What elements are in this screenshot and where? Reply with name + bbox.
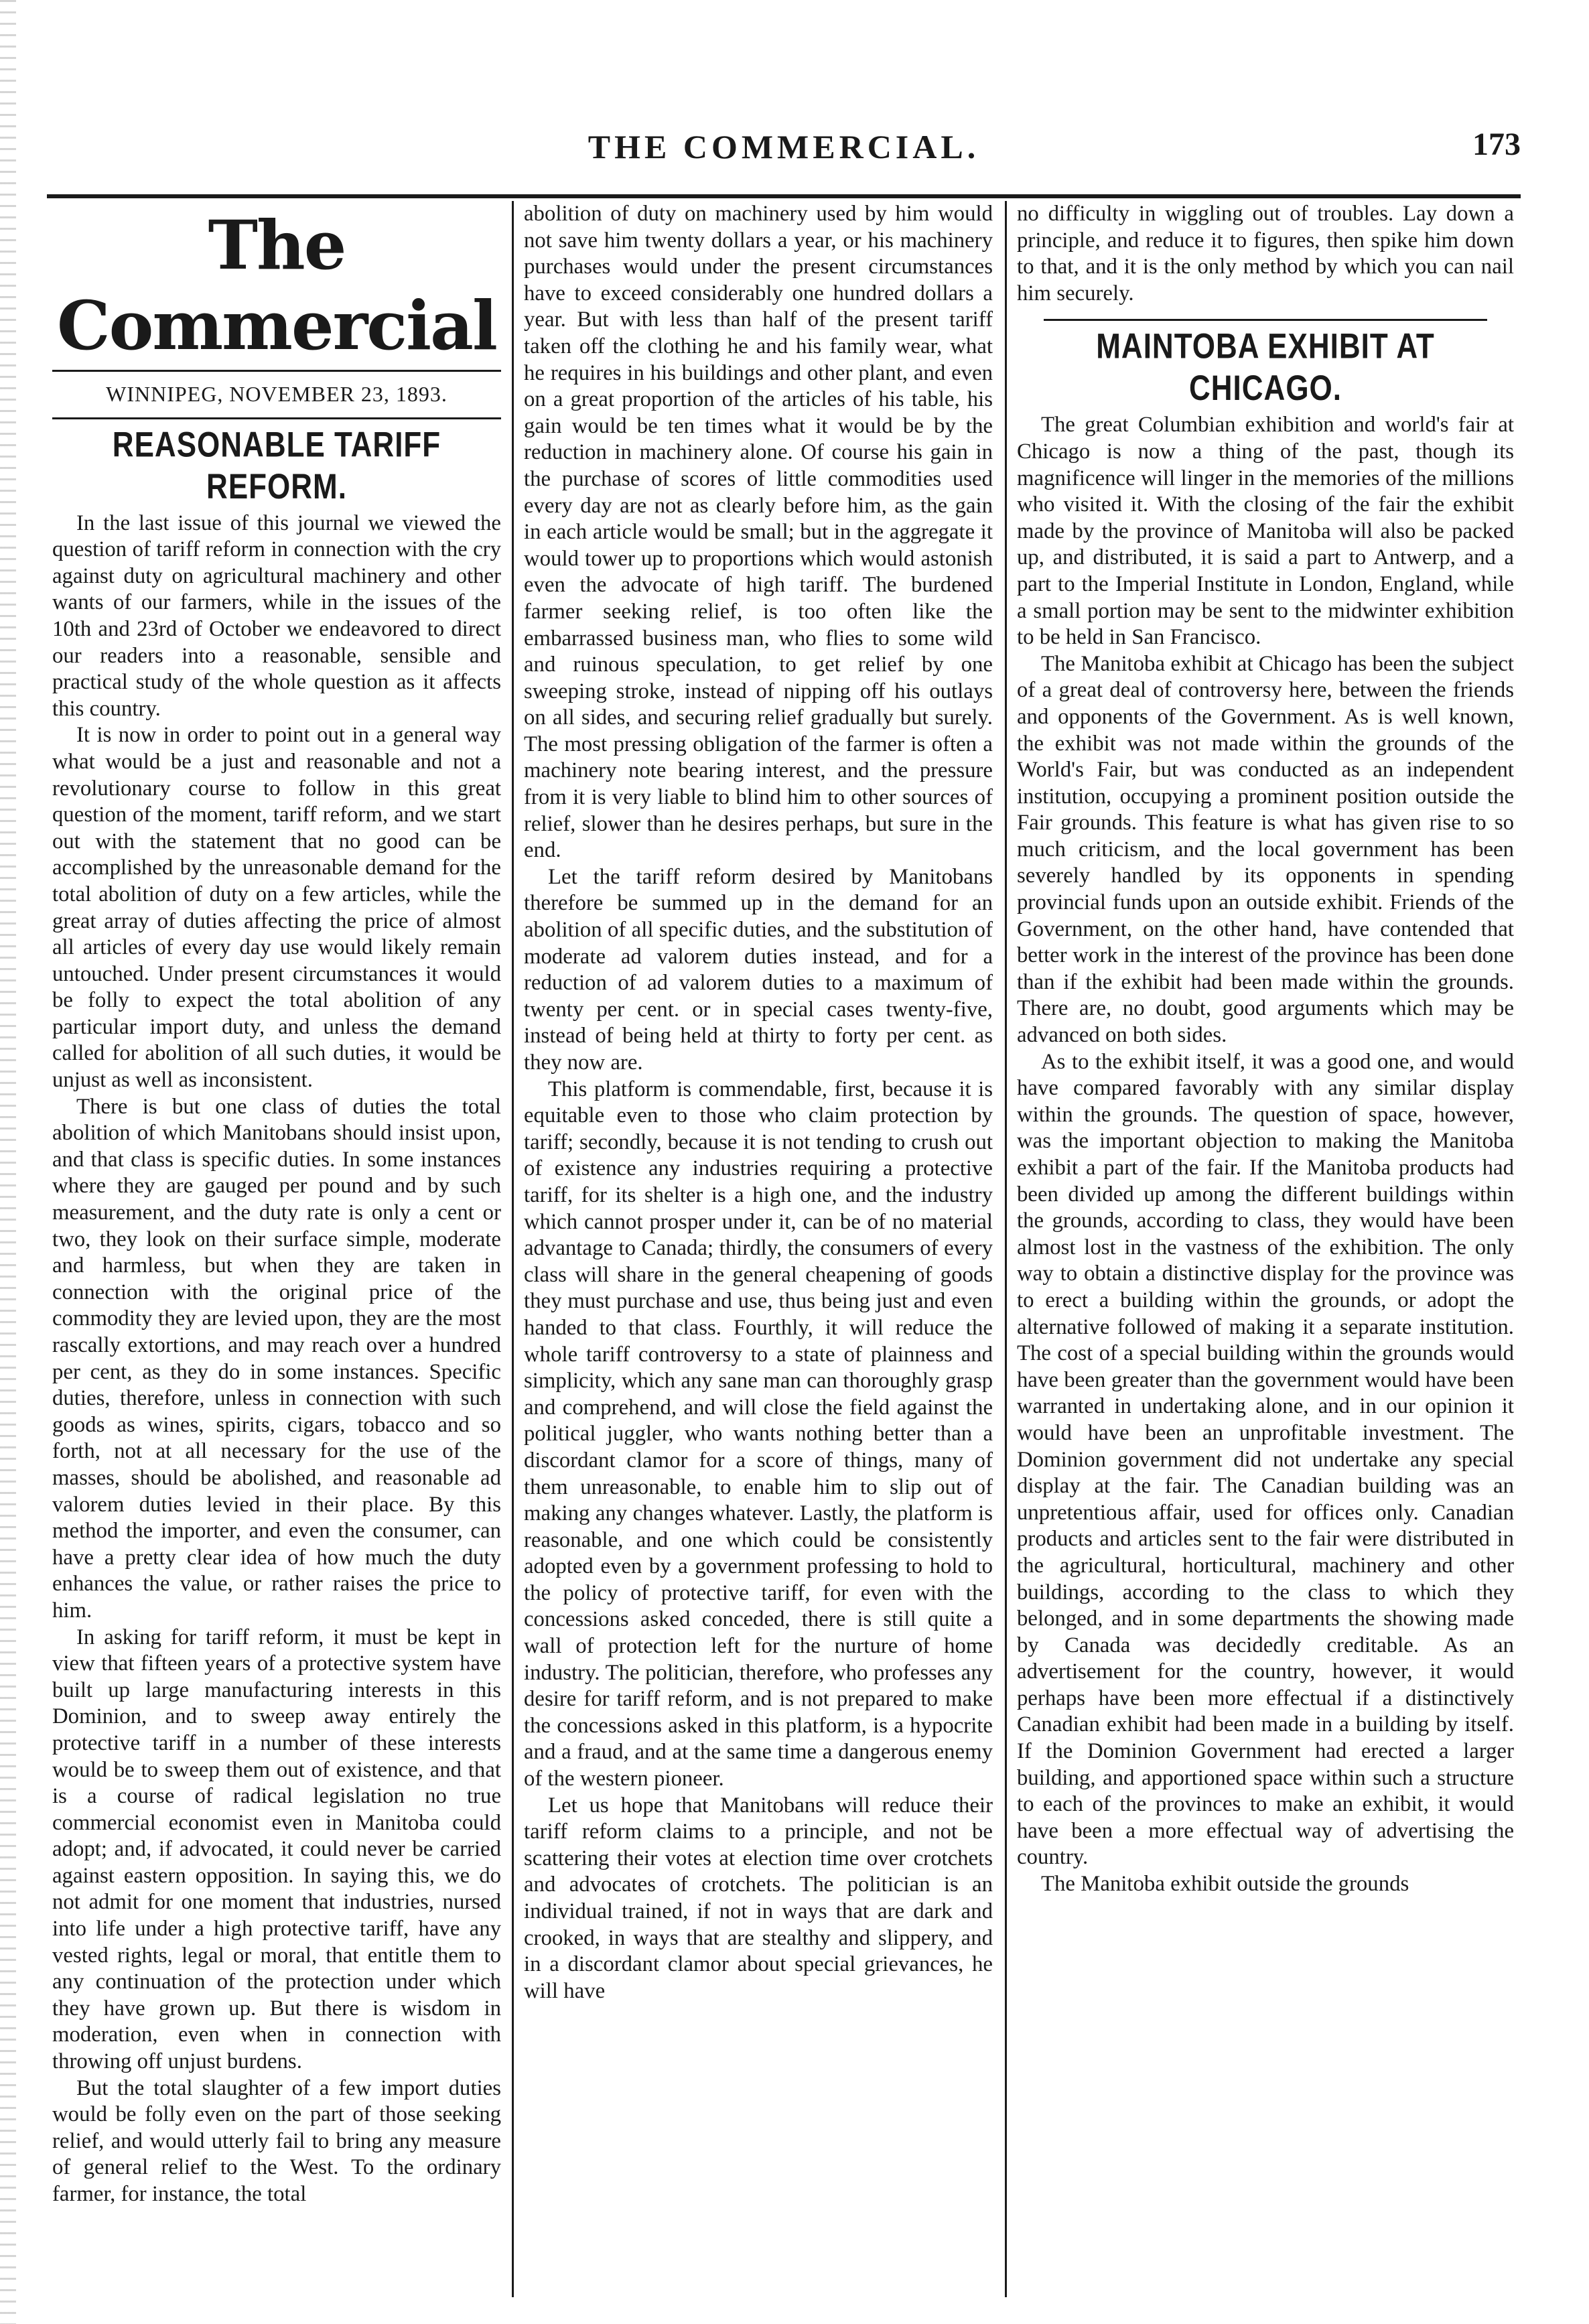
paragraph: no difficulty in wiggling out of troubles. Lay down a principle, and reduce it to figures, then spike him down to that, and it is the only method by which you can nail him securely. [1017,202,1514,305]
scan-edge-marks [0,0,16,2324]
paragraph: In the last issue of this journal we viewed the question of tariff reform in connection with the cry against duty on agricultural machinery and other wants of our farmers, while in the issues of the 10th and 23rd of October we endeavored to direct our readers into a reasonable, sensible and practical study of the whole question as it affects this country. [52,510,501,721]
paragraph: It is now in order to point out in a general way what would be a just and reasonable and not a revolutionary course to follow in this great question of the moment, tariff reform, and we start out with the statement that no good can be accomplished by the unreasonable demand for the total abolition of duty on a few articles, while the great array of duties affecting the price of almost all articles of every day use would likely remain untouched. Under present circumstances it would be folly to expect the total abolition of any particular import duty, and unless the demand called for abolition of all such duties, it would be unjust as well as inconsistent. [52,723,501,1093]
column-3 [1017,201,1514,2297]
header-rule [47,194,1521,198]
paragraph: This platform is commendable, first, because it is equitable even to those who claim protection by tariff; secondly, because it is not tending to crush out of existence any industries requiring a protective tariff, for its shelter is a high one, and the industry which cannot prosper under it, can be of no material advantage to Canada; thirdly, the consumers of every class will share in the general cheapening of goods they must purchase and use, thus being just and even handed to that class. Fourthly, it will reduce the whole tariff controversy to a state of plainness and simplicity, which any sane man can thoroughly grasp and comprehend, and will close the field against the political juggler, who wants nothing better than a discordant clamor for a score of things, many of them unreasonable, to enable him to slip out of making any changes whatever. Lastly, the platform is reasonable, and one which could be consistently adopted even by a government professing to hold to the policy of protective tariff, for even with the concessions asked conceded, there is still quite a wall of protection left for the nurture of home industry. The politician, therefore, who professes any desire for tariff reform, and is not prepared to make the concessions asked in this platform, is a hypocrite and a fraud, and at the same time a dangerous enemy of the western pioneer. [524,1077,993,1791]
paragraph: But the total slaughter of a few import duties would be folly even on the part of those seeking relief, and would utterly fail to bring any measure of general relief to the West. To the ordinary farmer, for instance, the total [52,2075,501,2206]
article-headline: MAINTOBA EXHIBIT AT CHICAGO. [1096,327,1435,409]
column-rule-1 [512,201,514,2297]
paragraph: The Manitoba exhibit at Chicago has been the subject of a great deal of controversy here, between the friends and opponents of the Government. As is well known, the exhibit was not made within the grounds of the World's Fair, but was conducted as an independent institution, occupying a prominent position outside the Fair grounds. This feature is what has given rise to so much criticism, and the local government has been severely handled by its opponents in spending provincial funds upon an outside exhibit. Friends of the Government, on the other hand, have contended that better work in the interest of the province has been done than if the exhibit had been made within the grounds. There are, no doubt, good arguments which may be advanced on both sides. [1017,651,1514,1048]
paragraph: The great Columbian exhibition and world's fair at Chicago is now a thing of the past, though its magnificence will linger in the memories of the millions who visited it. With the closing of the fair the exhibit made by the province of Manitoba will also be packed up, and distributed, it is said a part to Antwerp, and a part to the Imperial Institute in London, England, while a small portion may be sent to the midwinter exhibition to be held in San Francisco. [1017,413,1514,650]
paragraph: As to the exhibit itself, it was a good one, and would have compared favorably with any similar display within the grounds. The question of space, however, was the important objection to making the Manitoba exhibit a part of the fair. If the Manitoba products had been divided up among the different buildings within the grounds, according to class, they would have been almost lost in the vastness of the exhibition. The only way to obtain a distinctive display for the province was to erect a building within the grounds, or adopt the alternative followed of making it a separate institution. The cost of a special building within the grounds would have been greater than the government would have been warranted in undertaking alone, and in our opinion it would have been an unprofitable investment. The Dominion government did not undertake any special display at the fair. The Canadian building was an unpretentious affair, used for offices only. Canadian products and articles sent to the fair were distributed in the agricultural, horticultural, machinery and other buildings, according to the class to which they belonged, and in some departments the showing made by Canada was decidedly creditable. As an advertisement for the country, however, it would perhaps have been more effectual if a distinctively Canadian exhibit had been made in a building by itself. If the Dominion Government had erected a larger building, and apportioned space within such a structure to each of the provinces to make an exhibit, it would have been a more effectual way of advertising the country. [1017,1049,1514,1870]
paragraph: abolition of duty on machinery used by him would not save him twenty dollars a year, or his machinery purchases would under the present circumstances have to exceed considerably one hundred dollars a year. But with less than half of the present tariff taken off the clothing he and his family wear, what he requires in his buildings and other plant, and even on a great proportion of the articles of his table, his gain would be ten times what it would be by the reduction in machinery alone. Of course his gain in the purchase of scores of little commodities used every day are not as clearly before him, as the gain in each article would be small; but in the aggregate it would tower up to proportions which would astonish even the advocate of high tariff. The burdened farmer seeking relief, is too often like the embarrassed business man, who flies to some wild and ruinous speculation, to get relief by one sweeping stroke, instead of nipping off his outlays on all sides, and securing relief gradually but surely. The most pressing obligation of the farmer is often a machinery note bearing interest, and the pressure from it is very liable to blind him to other sources of relief, slower than he desires perhaps, but sure in the end. [524,202,993,863]
section-rule [1044,319,1487,321]
page-number: 173 [1472,127,1521,162]
paragraph: Let us hope that Manitobans will reduce their tariff reform claims to a principle, and not be scattering their votes at election time over crotchets and advocates of crotchets. The politician is an individual trained, if not in ways that are dark and crooked, in ways that are stealthy and slippery, and in a discordant clamor about special grievances, he will have [524,1793,993,2003]
column-2 [524,201,993,2297]
masthead: The Commercial [57,206,496,365]
dateline: WINNIPEG, NOVEMBER 23, 1893. [52,370,501,419]
column-1 [52,201,501,2297]
column-rule-2 [1005,201,1007,2297]
paragraph: In asking for tariff reform, it must be kept in view that fifteen years of a protective system have built up large manufacturing interests in this Dominion, and to sweep away entirely the protective tariff in a number of these interests would be to sweep them out of existence, and that is a course of radical legislation no true commercial economist even in Manitoba could adopt; and, if advocated, it could never be carried against eastern opposition. In saying this, we do not admit for one moment that industries, nursed into life under a high protective tariff, have any vested rights, legal or moral, that entitle them to any continuation of the protection under which they have grown up. But there is wisdom in moderation, even when in connection with throwing off unjust burdens. [52,1625,501,2074]
article-headline: REASONABLE TARIFF REFORM. [112,425,441,506]
paragraph: The Manitoba exhibit outside the grounds [1041,1872,1409,1897]
paragraph: There is but one class of duties the total abolition of which Manitobans should insist upon, and that class is specific duties. In some instances where they are gauged per pound and by such measurement, and the duty rate is only a cent or two, they look on their surface simple, moderate and harmless, but when they are taken in connection with the original price of the commodity they are levied upon, they are the most rascally extortions, and may reach over a hundred per cent, as they do in some instances. Specific duties, therefore, unless in connection with such goods as wines, spirits, cigars, tobacco and so forth, not at all necessary for the use of the masses, should be abolished, and reasonable ad valorem duties levied in their place. By this method the importer, and even the consumer, can have a pretty clear idea of how much the duty enhances the value, or rather raises the price to him. [52,1094,501,1623]
paragraph: Let the tariff reform desired by Manitobans therefore be summed up in the demand for an abolition of all specific duties, and the substitution of moderate ad valorem duties instead, and for a reduction of ad valorem duties to a maximum of twenty per cent. or in special cases twenty-five, instead of being held at thirty to forty per cent. as they now are. [524,864,993,1075]
page-header [47,100,1521,181]
running-head: THE COMMERCIAL. [588,128,980,165]
